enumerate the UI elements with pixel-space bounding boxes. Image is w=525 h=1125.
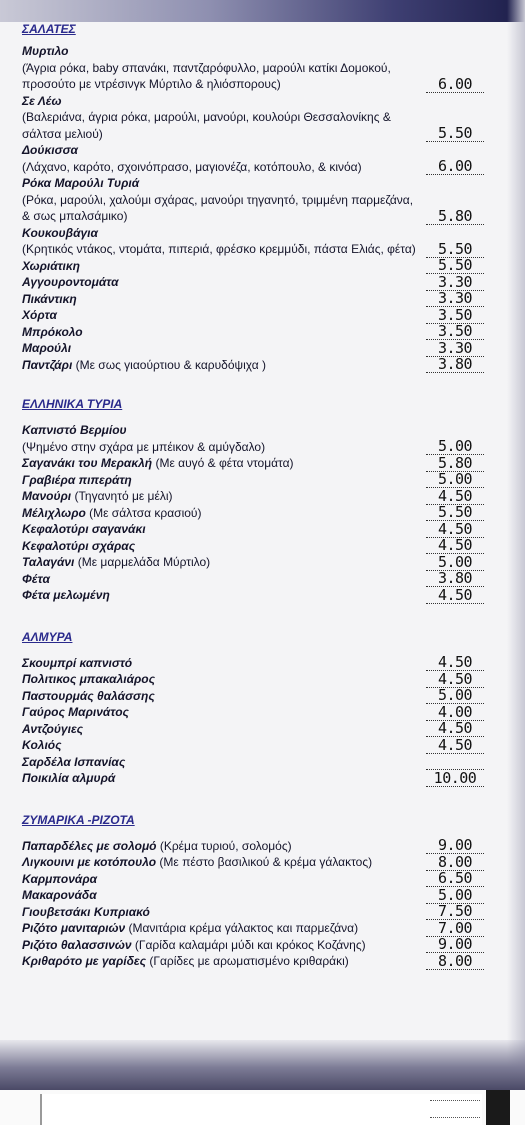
item-price: 3.80 (426, 570, 484, 587)
menu-item (22, 871, 492, 888)
item-name: Παπαρδέλες με σολομό (22, 838, 157, 853)
menu-item (22, 422, 492, 455)
item-name: Μέλιχλωρο (22, 505, 86, 520)
item-note: (Με σάλτσα κρασιού) (85, 505, 202, 520)
item-price: 5.80 (426, 455, 484, 472)
menu-item (22, 488, 492, 505)
menu-item (22, 754, 492, 771)
menu-item (22, 770, 492, 787)
section-title: ΣΑΛΑΤΕΣ (22, 22, 76, 36)
menu-item (22, 704, 492, 721)
menu-item (22, 93, 492, 143)
item-name: Μανούρι (22, 489, 72, 503)
menu-item (22, 340, 492, 357)
item-price: 5.50 (426, 504, 484, 521)
menu-item (22, 887, 492, 904)
item-description: (Κρητικός ντάκος, ντομάτα, πιπεριά, φρέσκο κρεμμύδι, πάστα Ελιάς, φέτα) (22, 242, 416, 256)
item-price: 4.50 (426, 537, 484, 554)
item-name: Σαρδέλα Ισπανίας (22, 754, 126, 769)
item-price: 5.50 (426, 125, 484, 142)
item-price: 3.50 (426, 323, 484, 340)
item-price: 4.50 (426, 720, 484, 737)
item-price: 5.50 (426, 241, 484, 258)
item-price: 6.00 (426, 158, 484, 175)
menu-item (22, 571, 492, 588)
item-name: Κριθαρότο με γαρίδες (22, 954, 147, 968)
item-price: 8.00 (426, 854, 484, 871)
menu-item (22, 953, 492, 970)
item-price: 4.50 (426, 488, 484, 505)
menu-item (22, 142, 492, 175)
item-price: 7.00 (426, 920, 484, 937)
menu-item (22, 671, 492, 688)
item-name: Κεφαλοτύρι σχάρας (22, 538, 136, 553)
item-name: Παντζάρι (22, 357, 73, 372)
item-name: Πικάντικη (22, 291, 77, 306)
item-price (426, 753, 484, 770)
section-title: ΕΛΛΗΝΙΚΑ ΤΥΡΙΑ (22, 397, 123, 411)
item-price: 5.00 (426, 887, 484, 904)
item-price: 4.00 (426, 704, 484, 721)
item-price: 3.30 (426, 274, 484, 291)
item-name: Ταλαγάνι (22, 555, 75, 569)
menu-item (22, 721, 492, 738)
menu-section (22, 22, 492, 373)
item-note: (Με αυγό & φέτα ντομάτα) (152, 456, 294, 470)
menu-item (22, 587, 492, 604)
item-name: Μπρόκολο (22, 324, 83, 339)
item-description: (Λάχανο, καρότο, σχοινόπρασο, μαγιονέζα, κοτόπουλο, & κινόα) (22, 159, 362, 174)
item-name: Ριζότο θαλασσινών (22, 937, 132, 952)
item-price: 5.50 (426, 257, 484, 274)
item-price: 5.00 (426, 471, 484, 488)
item-name: Μυρτιλο (22, 44, 69, 58)
menu-item (22, 521, 492, 538)
item-name: Μαρούλι (22, 341, 72, 355)
item-price: 6.50 (426, 870, 484, 887)
menu-item (22, 225, 492, 258)
item-note: (Με πέστο βασιλικού & κρέμα γάλακτος) (156, 855, 373, 869)
menu-item (22, 324, 492, 341)
page-edge-shadow (507, 0, 525, 1090)
item-name: Χωριάτικη (22, 258, 81, 273)
item-price: 4.50 (426, 587, 484, 604)
item-name: Καπνιστό Βερμίου (22, 423, 127, 437)
item-note: (Με μαρμελάδα Μύρτιλο) (74, 555, 211, 569)
section-title: ΖΥΜΑΡΙΚΑ -ΡΙΖΟΤΑ (22, 812, 135, 827)
item-note: (Τηγανητό με μέλι) (71, 489, 173, 503)
item-price: 3.30 (426, 340, 484, 357)
page-bottom-decoration (0, 1040, 525, 1090)
item-description: (Άγρια ρόκα, baby σπανάκι, παντζαρόφυλλο, μαρούλι κατίκι Δομοκού, προσούτο με ντρέσινγκ Μύρτιλο & ηλιόσπορους) (22, 60, 391, 91)
item-name: Μακαρονάδα (22, 888, 97, 902)
item-name: Γιουβετσάκι Κυπριακό (22, 904, 150, 919)
next-page-price-dots (430, 1100, 480, 1118)
menu-item (22, 904, 492, 921)
next-page-edge (40, 1094, 482, 1125)
item-name: Φέτα (22, 571, 50, 586)
menu-item (22, 357, 492, 374)
item-name: Κουκουβάγια (22, 225, 98, 240)
item-price: 3.30 (426, 290, 484, 307)
menu-item (22, 505, 492, 522)
menu-item (22, 472, 492, 489)
item-name: Κολιός (22, 738, 62, 752)
menu-item (22, 538, 492, 555)
item-note: (Κρέμα τυριού, σολομός) (156, 838, 292, 853)
item-name: Σε Λέω (22, 93, 62, 108)
item-price: 4.50 (426, 654, 484, 671)
menu-item (22, 937, 492, 954)
menu-item (22, 455, 492, 472)
item-note: (Με σως γιαούρτιου & καρυδόψιχα ) (72, 357, 266, 372)
menu-page (22, 22, 492, 970)
item-price: 7.50 (426, 903, 484, 920)
item-name: Γαύρος Μαρινάτος (22, 705, 129, 719)
item-name: Καρμπονάρα (22, 871, 98, 886)
item-price: 5.00 (426, 687, 484, 704)
item-name: Χόρτα (22, 308, 57, 322)
section-title: ΑΛΜΥΡΑ (22, 629, 73, 644)
menu-item (22, 307, 492, 324)
menu-section (22, 397, 492, 604)
item-price: 3.50 (426, 307, 484, 324)
item-note: (Μανιτάρια κρέμα γάλακτος και παρμεζάνα) (125, 921, 359, 935)
item-name: Σαγανάκι του Μερακλή (22, 456, 153, 470)
menu-item (22, 258, 492, 275)
menu-item (22, 655, 492, 672)
item-note: (Γαρίδα καλαμάρι μύδι και κρόκος Κοζάνης) (131, 937, 366, 952)
menu-item (22, 688, 492, 705)
item-name: Γραβιέρα πιπεράτη (22, 472, 132, 487)
menu-item (22, 920, 492, 937)
menu-section (22, 630, 492, 787)
item-description: (Ψημένο στην σχάρα με μπέικον & αμύγδαλο) (22, 439, 266, 454)
item-price: 5.00 (426, 554, 484, 571)
item-price: 9.00 (426, 837, 484, 854)
item-description: (Ρόκα, μαρούλι, χαλούμι σχάρας, μανούρι τηγανητό, τριμμένη παρμεζάνα, & σως μπαλσάμικο) (22, 192, 414, 223)
item-price: 9.00 (426, 936, 484, 953)
menu-item (22, 274, 492, 291)
menu-item (22, 175, 492, 225)
menu-item (22, 737, 492, 754)
item-name: Ριζότο μανιταριών (22, 921, 126, 935)
item-name: Δούκισσα (22, 143, 78, 157)
item-name: Ποικιλία αλμυρά (22, 771, 116, 785)
item-name: Ρόκα Μαρούλι Τυριά (22, 176, 140, 190)
item-price: 4.50 (426, 671, 484, 688)
item-price: 4.50 (426, 521, 484, 538)
item-name: Πολιτικος μπακαλιάρος (22, 672, 156, 686)
item-price: 5.80 (426, 208, 484, 225)
menu-item (22, 838, 492, 855)
item-price: 3.80 (426, 356, 484, 373)
menu-item (22, 554, 492, 571)
item-name: Παστουρμάς θαλάσσης (22, 688, 155, 703)
item-note: (Γαρίδες με αρωματισμένο κριθαράκι) (146, 954, 349, 968)
item-name: Κεφαλοτύρι σαγανάκι (22, 522, 146, 536)
item-name: Λιγκουινι με κοτόπουλο (22, 855, 157, 869)
item-name: Σκουμπρί καπνιστό (22, 655, 133, 670)
item-name: Φέτα μελωμένη (22, 588, 110, 602)
item-price: 6.00 (426, 76, 484, 93)
item-description: (Βαλεριάνα, άγρια ρόκα, μαρούλι, μανούρι, κουλούρι Θεσσαλονίκης & σάλτσα μελιού) (22, 110, 391, 141)
item-price: 5.00 (426, 438, 484, 455)
item-price: 10.00 (426, 770, 484, 787)
menu-section (22, 813, 492, 970)
item-name: Αγγουροντομάτα (22, 275, 119, 289)
menu-item (22, 854, 492, 871)
item-price: 8.00 (426, 953, 484, 970)
page-top-decoration (0, 0, 525, 22)
item-name: Αντζούγιες (22, 721, 84, 736)
menu-item (22, 291, 492, 308)
menu-item (22, 43, 492, 93)
scanner-edge (486, 1090, 510, 1125)
item-price: 4.50 (426, 737, 484, 754)
